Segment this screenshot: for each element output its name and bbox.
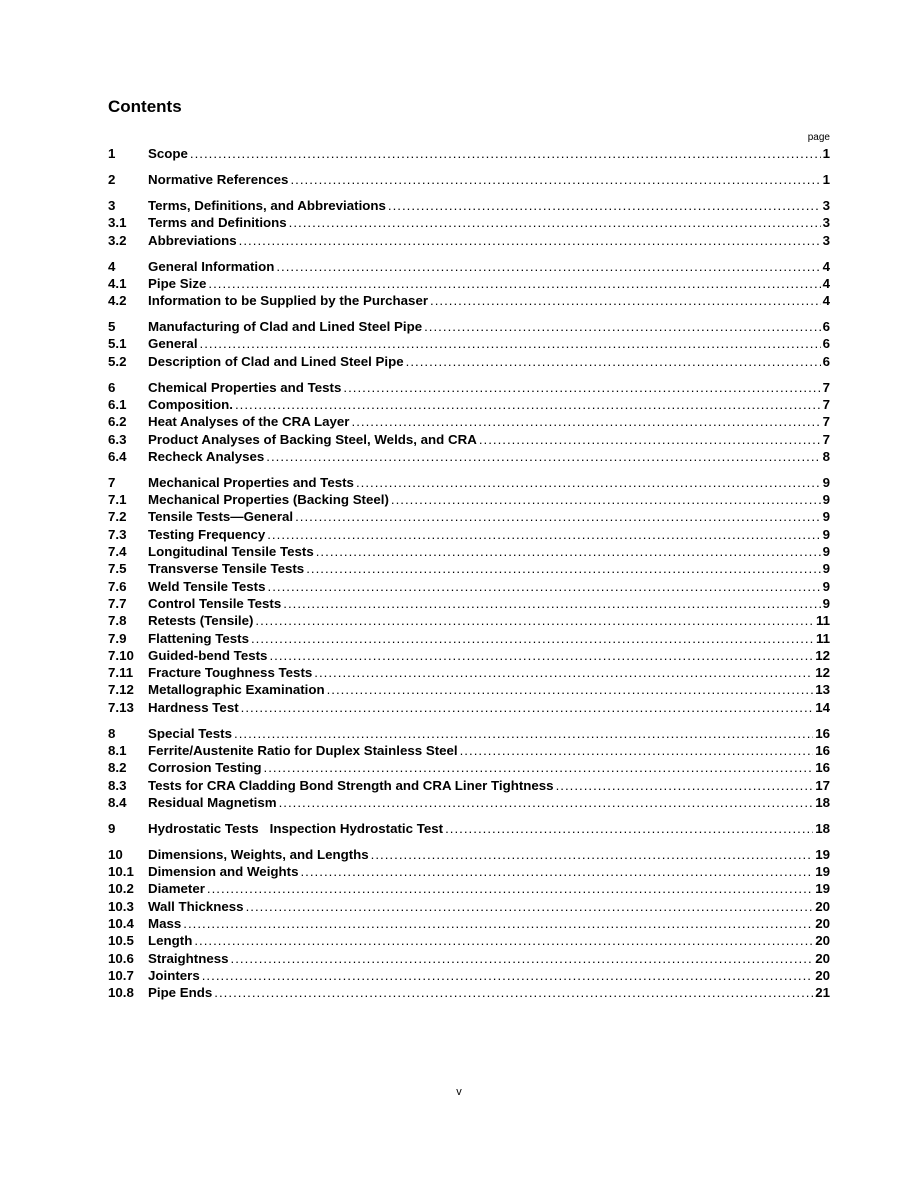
toc-entry-page: 13: [815, 682, 830, 698]
toc-entry-number: 10.1: [108, 864, 134, 880]
toc-entry-number: 10.6: [108, 950, 134, 966]
toc-entry-page: 14: [815, 699, 830, 715]
toc-entry[interactable]: [108, 526, 830, 543]
toc-entry[interactable]: [108, 725, 830, 742]
toc-entry-title[interactable]: Corrosion Testing: [148, 760, 262, 776]
toc-entry-title[interactable]: Flattening Tests: [148, 630, 249, 646]
toc-entry[interactable]: [108, 543, 830, 560]
toc-entry-title[interactable]: Retests (Tensile): [148, 613, 254, 629]
toc-entry-title[interactable]: Recheck Analyses: [148, 448, 265, 464]
dot-leader: [424, 318, 821, 335]
toc-entry[interactable]: [108, 777, 830, 794]
toc-entry-page: 9: [822, 544, 830, 560]
toc-entry-number: 6: [108, 379, 116, 395]
toc-entry[interactable]: [108, 232, 830, 249]
toc-entry-page: 21: [815, 985, 830, 1001]
toc-entry-page: 3: [822, 197, 830, 213]
toc-entry-number: 7.10: [108, 647, 134, 663]
toc-entry[interactable]: [108, 681, 830, 698]
toc-entry-page: 11: [815, 613, 830, 629]
toc-entry-number: 10.5: [108, 933, 134, 949]
toc-entry-page: 20: [815, 898, 830, 914]
toc-entry-title[interactable]: Terms and Definitions: [148, 215, 287, 231]
toc-entry-page: 20: [815, 916, 830, 932]
toc-entry-number: 7.7: [108, 595, 127, 611]
toc-entry-number: 8.1: [108, 743, 127, 759]
toc-entry-title[interactable]: Control Tensile Tests: [148, 595, 282, 611]
toc-entry-page: 18: [815, 820, 830, 836]
toc-entry[interactable]: [108, 353, 830, 370]
toc-entry-number: 5.2: [108, 353, 127, 369]
dot-leader: [231, 950, 814, 967]
toc-entry-page: 19: [815, 881, 830, 897]
toc-entry[interactable]: [108, 950, 830, 967]
toc-entry-title[interactable]: Wall Thickness: [148, 898, 244, 914]
toc-entry-number: 7.8: [108, 613, 127, 629]
toc-entry-title[interactable]: Residual Magnetism: [148, 794, 277, 810]
toc-entry[interactable]: [108, 612, 830, 629]
dot-leader: [190, 145, 821, 162]
toc-entry-page: 6: [822, 336, 830, 352]
toc-entry-page: 6: [822, 319, 830, 335]
toc-entry-title[interactable]: Ferrite/Austenite Ratio for Duplex Stainless Steel: [148, 743, 458, 759]
dot-leader: [214, 984, 813, 1001]
toc-entry-page: 9: [822, 561, 830, 577]
toc-entry[interactable]: [108, 318, 830, 335]
toc-section-group: [108, 379, 830, 465]
toc-entry-number: 10.4: [108, 916, 134, 932]
dot-leader: [268, 578, 821, 595]
toc-entry[interactable]: [108, 595, 830, 612]
toc-entry-number: 5.1: [108, 336, 127, 352]
toc-section-group: [108, 725, 830, 811]
toc-entry-page: 4: [822, 275, 830, 291]
dot-leader: [269, 647, 813, 664]
dot-leader: [246, 898, 814, 915]
toc-entry-number: 7.13: [108, 699, 134, 715]
toc-entry-page: 9: [822, 474, 830, 490]
dot-leader: [283, 595, 820, 612]
toc-entry[interactable]: [108, 508, 830, 525]
toc-entry-page: 1: [822, 146, 830, 161]
dot-leader: [295, 508, 821, 525]
toc-section-group: [108, 474, 830, 716]
toc-entry-title[interactable]: Description of Clad and Lined Steel Pipe: [148, 353, 404, 369]
toc-entry-page: 3: [822, 232, 830, 248]
toc-entry-page: 12: [815, 665, 830, 681]
dot-leader: [430, 292, 821, 309]
toc-entry[interactable]: [108, 759, 830, 776]
toc-entry-title[interactable]: Scope: [148, 146, 188, 161]
dot-leader: [207, 880, 813, 897]
toc-entry-number: 4: [108, 258, 116, 274]
toc-entry-title[interactable]: Longitudinal Tensile Tests: [148, 544, 314, 560]
toc-section-group: [108, 145, 830, 162]
toc-entry-title[interactable]: Pipe Ends: [148, 985, 213, 1001]
toc-entry-title[interactable]: Information to be Supplied by the Purchaser: [148, 293, 429, 309]
toc-entry[interactable]: [108, 794, 830, 811]
toc-entry[interactable]: [108, 699, 830, 716]
toc-entry-title[interactable]: Abbreviations: [148, 232, 237, 248]
toc-entry[interactable]: [108, 664, 830, 681]
dot-leader: [264, 759, 814, 776]
toc-section-group: [108, 197, 830, 249]
toc-entry-number: 6.4: [108, 448, 127, 464]
toc-entry-page: 16: [815, 743, 830, 759]
toc-entry-title[interactable]: Pipe Size: [148, 275, 207, 291]
toc-section-group: [108, 318, 830, 370]
toc-entry-number: 7.9: [108, 630, 127, 646]
toc-entry-number: 4.2: [108, 293, 127, 309]
toc-entry-title[interactable]: Jointers: [148, 967, 200, 983]
toc-entry[interactable]: [108, 145, 830, 162]
toc-entry-number: 3: [108, 197, 116, 213]
dot-leader: [306, 560, 820, 577]
toc-entry[interactable]: [108, 197, 830, 214]
toc-entry-page: 19: [815, 846, 830, 862]
toc-entry-title[interactable]: Manufacturing of Clad and Lined Steel Pipe: [148, 319, 423, 335]
dot-leader: [241, 699, 814, 716]
toc-entry-page: 9: [822, 578, 830, 594]
toc-entry-title[interactable]: Dimension and Weights: [148, 864, 299, 880]
dot-leader: [327, 681, 814, 698]
dot-leader: [183, 915, 813, 932]
toc-entry-number: 8.2: [108, 760, 127, 776]
toc-entry-number: 3.2: [108, 232, 127, 248]
dot-leader: [202, 967, 813, 984]
dot-leader: [352, 413, 821, 430]
toc-entry[interactable]: [108, 171, 830, 188]
dot-leader: [406, 353, 821, 370]
dot-leader: [289, 214, 821, 231]
toc-entry-page: 17: [815, 777, 830, 793]
toc-entry-number: 4.1: [108, 275, 127, 291]
dot-leader: [235, 396, 821, 413]
toc-entry-title[interactable]: Dimensions, Weights, and Lengths: [148, 846, 369, 862]
toc-entry-number: 8.3: [108, 777, 127, 793]
toc-entry-page: 18: [815, 794, 830, 810]
dot-leader: [267, 526, 820, 543]
dot-leader: [208, 275, 820, 292]
toc-entry[interactable]: [108, 396, 830, 413]
dot-leader: [266, 448, 820, 465]
page-column-label: page: [807, 132, 830, 143]
toc-entry-title[interactable]: Hardness Test: [148, 699, 239, 715]
toc-entry[interactable]: [108, 932, 830, 949]
toc-entry-number: 7.11: [108, 665, 134, 681]
toc-entry-page: 7: [822, 414, 830, 430]
dot-leader: [445, 820, 813, 837]
toc-entry[interactable]: [108, 820, 830, 837]
dot-leader: [460, 742, 814, 759]
toc-entry-page: 16: [815, 760, 830, 776]
toc-entry-title[interactable]: Straightness: [148, 950, 229, 966]
toc-entry[interactable]: [108, 578, 830, 595]
toc-entry-title[interactable]: General: [148, 336, 198, 352]
toc-entry-page: 1: [822, 171, 830, 187]
dot-leader: [194, 932, 813, 949]
toc-entry[interactable]: [108, 379, 830, 396]
toc-entry[interactable]: [108, 880, 830, 897]
toc-entry[interactable]: [108, 742, 830, 759]
dot-leader: [556, 777, 814, 794]
toc-entry-title[interactable]: Fracture Toughness Tests: [148, 665, 313, 681]
toc-entry-title[interactable]: Hydrostatic Tests Inspection Hydrostatic Test: [148, 820, 444, 836]
toc-entry-number: 1: [108, 146, 116, 161]
toc-entry[interactable]: [108, 647, 830, 664]
toc-entry-page: 11: [815, 630, 830, 646]
toc-entry[interactable]: [108, 967, 830, 984]
toc-entry-number: 10.2: [108, 881, 134, 897]
toc-entry[interactable]: [108, 846, 830, 863]
toc-entry-number: 6.1: [108, 397, 127, 412]
toc-entry-page: 9: [822, 492, 830, 508]
toc-entry-number: 10: [108, 846, 123, 862]
toc-entry[interactable]: [108, 258, 830, 275]
toc-entry-page: 7: [822, 431, 830, 447]
toc-entry-number: 2: [108, 171, 116, 187]
toc-entry[interactable]: [108, 630, 830, 647]
toc-section-group: [108, 846, 830, 1002]
toc-entry-title[interactable]: Tensile Tests—General: [148, 509, 294, 525]
toc-entry-number: 8: [108, 725, 116, 741]
toc-entry-number: 9: [108, 820, 116, 836]
toc-entry-title[interactable]: Guided-bend Tests: [148, 647, 268, 663]
toc-entry-title[interactable]: Normative References: [148, 171, 289, 187]
toc-entry-number: 6.3: [108, 431, 127, 447]
page-title: Contents: [108, 97, 182, 116]
dot-leader: [300, 863, 813, 880]
toc-entry[interactable]: [108, 431, 830, 448]
toc-entry-page: 8: [822, 448, 830, 464]
table-of-contents: [108, 145, 830, 1010]
toc-entry-number: 8.4: [108, 794, 127, 810]
toc-entry-number: 10.7: [108, 967, 134, 983]
toc-entry-number: 7.2: [108, 509, 127, 525]
toc-entry-number: 7.4: [108, 544, 127, 560]
dot-leader: [371, 846, 814, 863]
dot-leader: [479, 431, 821, 448]
dot-leader: [314, 664, 813, 681]
toc-entry-page: 3: [822, 215, 830, 231]
toc-entry-page: 19: [815, 864, 830, 880]
dot-leader: [239, 232, 821, 249]
dot-leader: [343, 379, 820, 396]
toc-entry-title[interactable]: Length: [148, 933, 193, 949]
toc-entry-page: 12: [815, 647, 830, 663]
toc-entry-title[interactable]: Mechanical Properties and Tests: [148, 474, 354, 490]
toc-entry-title[interactable]: Transverse Tensile Tests: [148, 561, 305, 577]
dot-leader: [200, 335, 821, 352]
toc-entry[interactable]: [108, 863, 830, 880]
toc-entry-title[interactable]: Heat Analyses of the CRA Layer: [148, 414, 350, 430]
toc-section-group: [108, 820, 830, 837]
toc-section-group: [108, 258, 830, 310]
toc-entry-page: 4: [822, 258, 830, 274]
toc-entry-title[interactable]: Terms, Definitions, and Abbreviations: [148, 197, 386, 213]
toc-entry-number: 7.5: [108, 561, 127, 577]
toc-entry-title[interactable]: Product Analyses of Backing Steel, Welds, and CRA: [148, 431, 477, 447]
toc-entry-number: 7.1: [108, 492, 127, 508]
toc-entry[interactable]: [108, 898, 830, 915]
toc-entry[interactable]: [108, 448, 830, 465]
dot-leader: [316, 543, 821, 560]
toc-entry-page: 7: [822, 397, 830, 412]
toc-entry-page: 4: [822, 293, 830, 309]
toc-section-group: [108, 171, 830, 188]
toc-entry-page: 20: [815, 950, 830, 966]
toc-entry[interactable]: [108, 335, 830, 352]
toc-entry-number: 6.2: [108, 414, 127, 430]
toc-entry-title[interactable]: Tests for CRA Cladding Bond Strength and CRA Liner Tightness: [148, 777, 554, 793]
toc-entry-number: 10.8: [108, 985, 134, 1001]
toc-entry-title[interactable]: Diameter: [148, 881, 205, 897]
toc-entry-number: 3.1: [108, 215, 127, 231]
toc-entry-title[interactable]: Mechanical Properties (Backing Steel): [148, 492, 389, 508]
toc-entry[interactable]: [108, 560, 830, 577]
toc-entry-number: 10.3: [108, 898, 134, 914]
dot-leader: [290, 171, 820, 188]
toc-entry-number: 5: [108, 319, 116, 335]
toc-entry-title[interactable]: Mass: [148, 916, 182, 932]
dot-leader: [255, 612, 814, 629]
toc-entry-page: 6: [822, 353, 830, 369]
dot-leader: [356, 474, 821, 491]
toc-entry-title[interactable]: Testing Frequency: [148, 526, 266, 542]
toc-entry[interactable]: [108, 474, 830, 491]
toc-entry[interactable]: [108, 915, 830, 932]
toc-entry[interactable]: [108, 491, 830, 508]
toc-entry-number: 7.6: [108, 578, 127, 594]
toc-entry[interactable]: [108, 292, 830, 309]
toc-entry-page: 20: [815, 933, 830, 949]
toc-entry-title[interactable]: Weld Tensile Tests: [148, 578, 266, 594]
dot-leader: [388, 197, 821, 214]
toc-entry-title[interactable]: Composition.: [148, 397, 233, 412]
toc-entry[interactable]: [108, 275, 830, 292]
toc-entry[interactable]: [108, 984, 830, 1001]
toc-entry-title[interactable]: Special Tests: [148, 725, 233, 741]
footer-page-number: v: [456, 1086, 462, 1098]
dot-leader: [251, 630, 814, 647]
dot-leader: [279, 794, 814, 811]
toc-entry[interactable]: [108, 214, 830, 231]
toc-entry-number: 7: [108, 474, 116, 490]
toc-entry-page: 9: [822, 526, 830, 542]
dot-leader: [234, 725, 813, 742]
toc-entry[interactable]: [108, 413, 830, 430]
toc-entry-title[interactable]: Chemical Properties and Tests: [148, 379, 342, 395]
dot-leader: [276, 258, 820, 275]
toc-entry-page: 9: [822, 595, 830, 611]
toc-entry-page: 9: [822, 509, 830, 525]
toc-entry-number: 7.3: [108, 526, 127, 542]
toc-entry-title[interactable]: Metallographic Examination: [148, 682, 325, 698]
toc-entry-page: 20: [815, 967, 830, 983]
toc-entry-page: 7: [822, 379, 830, 395]
toc-entry-number: 7.12: [108, 682, 134, 698]
toc-entry-page: 16: [815, 725, 830, 741]
toc-entry-title[interactable]: General Information: [148, 258, 275, 274]
dot-leader: [391, 491, 821, 508]
